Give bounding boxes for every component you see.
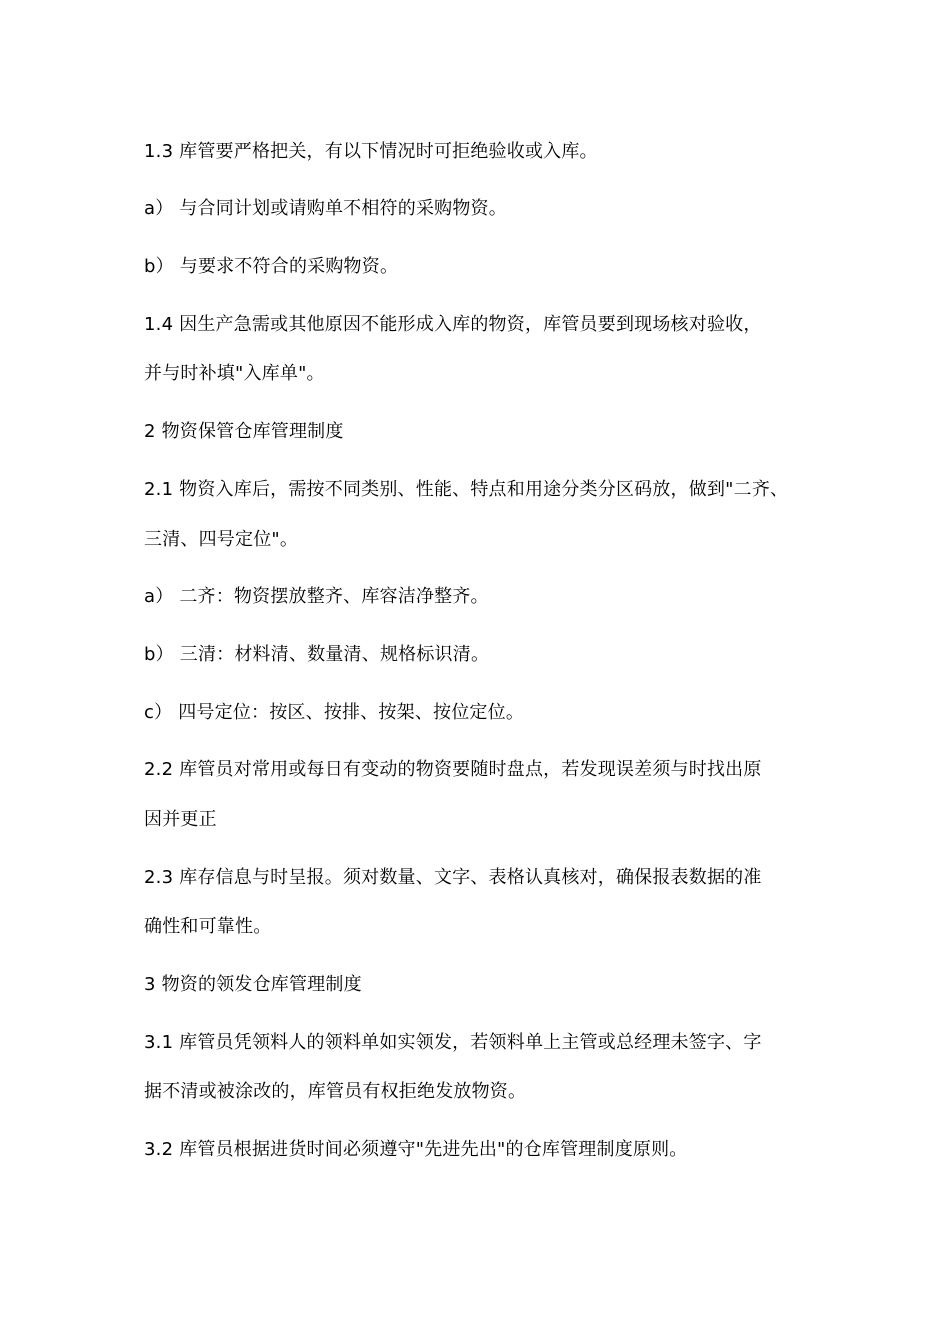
section-heading: 3 物资的领发仓库管理制度 bbox=[144, 974, 362, 995]
section-heading: 2 物资保管仓库管理制度 bbox=[144, 421, 344, 442]
text-line: 2.3 库存信息与时呈报。须对数量、文字、表格认真核对，确保报表数据的准 bbox=[144, 867, 762, 888]
text-line: b） 与要求不符合的采购物资。 bbox=[144, 256, 399, 277]
text-line: c） 四号定位：按区、按排、按架、按位定位。 bbox=[144, 702, 525, 723]
text-line: 并与时补填"入库单"。 bbox=[144, 363, 325, 384]
text-line: 据不清或被涂改的，库管员有权拒绝发放物资。 bbox=[144, 1081, 527, 1102]
text-line: 3.1 库管员凭领料人的领料单如实领发，若领料单上主管或总经理未签字、字 bbox=[144, 1032, 762, 1053]
text-line: 1.3 库管要严格把关，有以下情况时可拒绝验收或入库。 bbox=[144, 141, 598, 162]
text-line: 1.4 因生产急需或其他原因不能形成入库的物资，库管员要到现场核对验收， bbox=[144, 314, 762, 335]
text-line: a） 与合同计划或请购单不相符的采购物资。 bbox=[144, 198, 507, 219]
text-line: 确性和可靠性。 bbox=[144, 916, 272, 937]
text-line: 2.2 库管员对常用或每日有变动的物资要随时盘点，若发现误差须与时找出原 bbox=[144, 759, 762, 780]
text-line: 三清、四号定位"。 bbox=[144, 529, 299, 550]
text-line: 因并更正 bbox=[144, 809, 217, 830]
text-line: a） 二齐：物资摆放整齐、库容洁净整齐。 bbox=[144, 586, 489, 607]
text-line: 3.2 库管员根据进货时间必须遵守"先进先出"的仓库管理制度原则。 bbox=[144, 1139, 688, 1160]
text-line: b） 三清：材料清、数量清、规格标识清。 bbox=[144, 644, 490, 665]
text-line: 2.1 物资入库后，需按不同类别、性能、特点和用途分类分区码放，做到"二齐、 bbox=[144, 479, 789, 500]
